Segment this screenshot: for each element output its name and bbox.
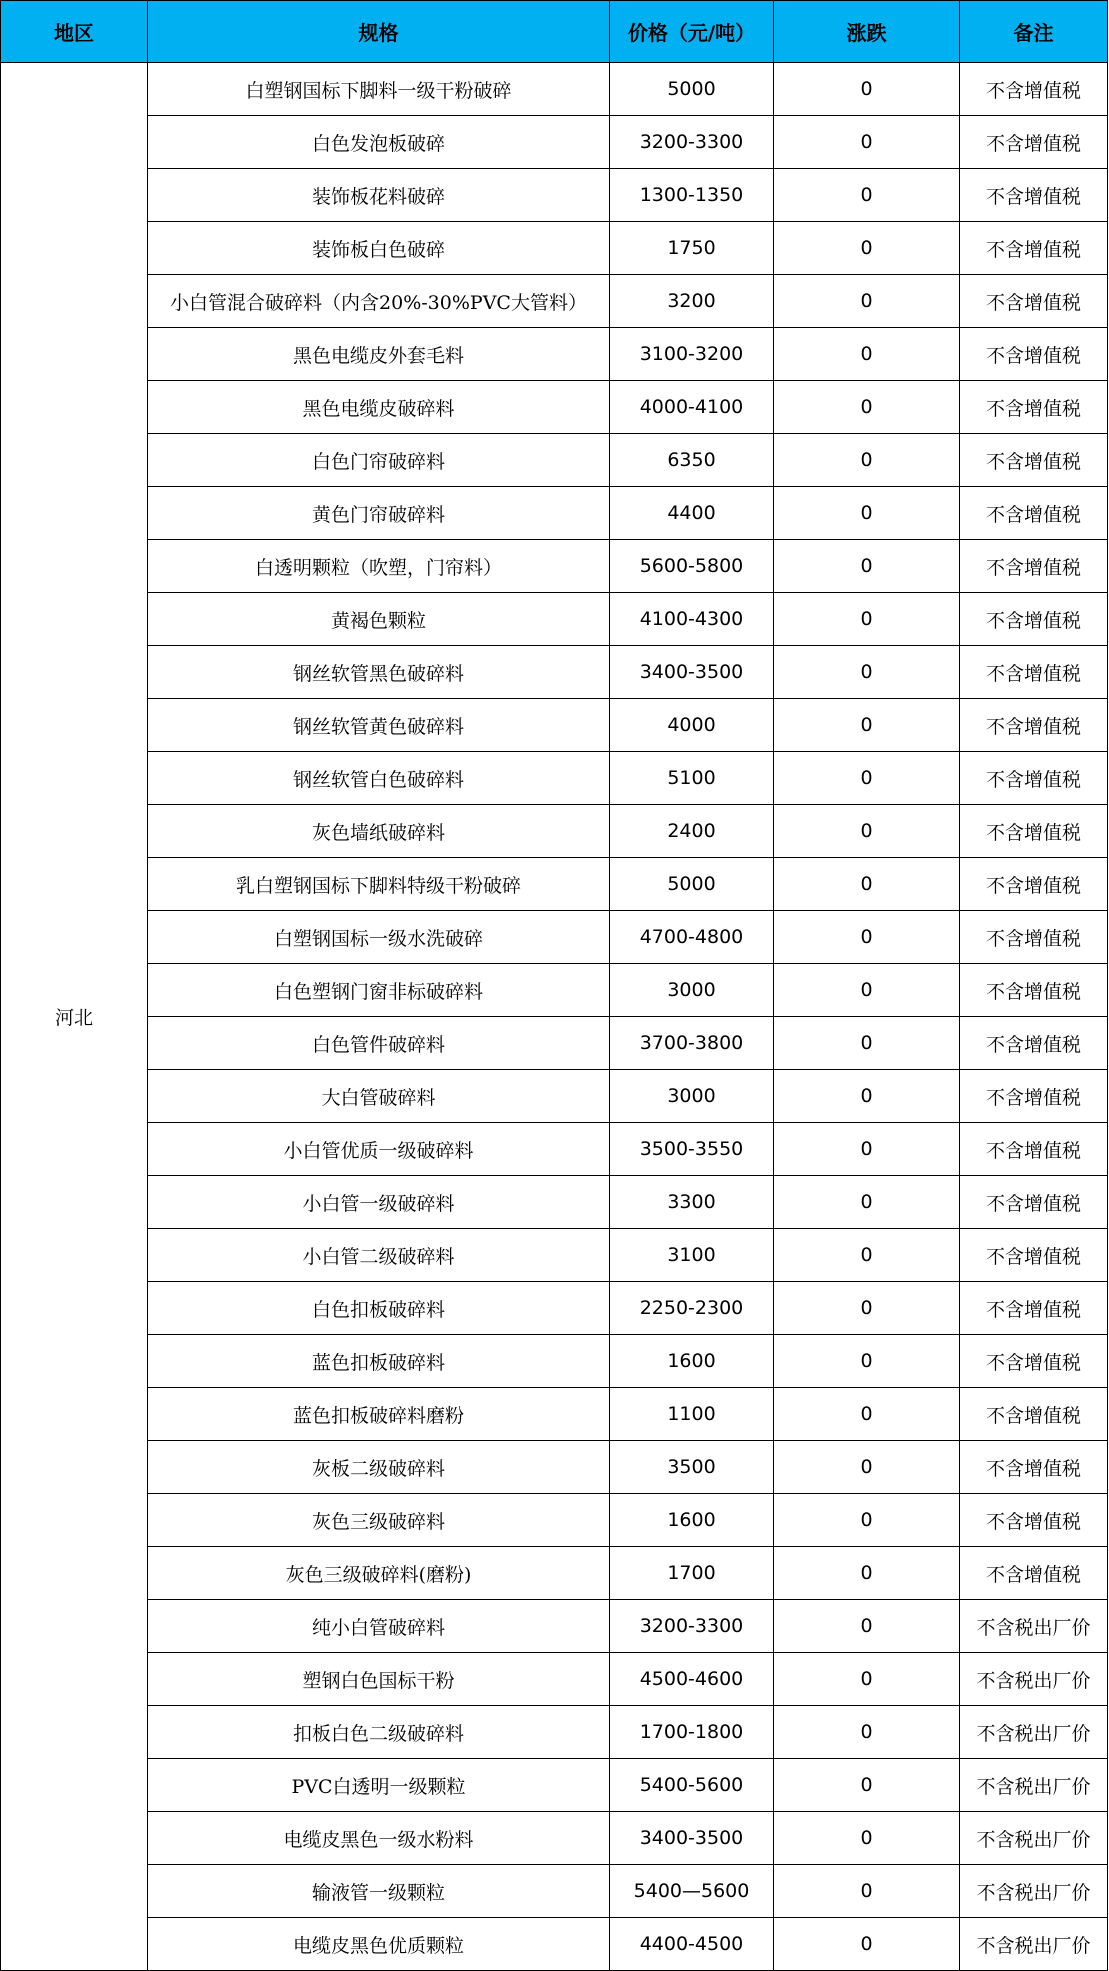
- spec-cell: 输液管一级颗粒: [148, 1865, 610, 1918]
- table-row: [1, 487, 1108, 540]
- price-cell: 3700-3800: [610, 1017, 774, 1070]
- table-row: [1, 1812, 1108, 1865]
- table-row: [1, 699, 1108, 752]
- price-cell: 4500-4600: [610, 1653, 774, 1706]
- note-cell: 不含增值税: [960, 1388, 1108, 1441]
- price-cell: 3100-3200: [610, 328, 774, 381]
- note-cell: 不含增值税: [960, 858, 1108, 911]
- spec-cell: 装饰板白色破碎: [148, 222, 610, 275]
- table-row: [1, 1123, 1108, 1176]
- note-cell: 不含税出厂价: [960, 1918, 1108, 1971]
- change-cell: 0: [774, 116, 960, 169]
- table-row: [1, 1017, 1108, 1070]
- spec-cell: 钢丝软管白色破碎料: [148, 752, 610, 805]
- change-cell: 0: [774, 752, 960, 805]
- region-cell: 河北: [1, 63, 148, 1971]
- price-cell: 4100-4300: [610, 593, 774, 646]
- table-row: [1, 858, 1108, 911]
- price-cell: 5600-5800: [610, 540, 774, 593]
- change-cell: 0: [774, 593, 960, 646]
- change-cell: 0: [774, 1229, 960, 1282]
- price-cell: 6350: [610, 434, 774, 487]
- spec-cell: 乳白塑钢国标下脚料特级干粉破碎: [148, 858, 610, 911]
- table-row: [1, 964, 1108, 1017]
- note-cell: 不含增值税: [960, 381, 1108, 434]
- note-cell: 不含税出厂价: [960, 1812, 1108, 1865]
- header-row: [1, 1, 1108, 63]
- note-cell: 不含增值税: [960, 540, 1108, 593]
- spec-cell: 灰色墙纸破碎料: [148, 805, 610, 858]
- change-cell: 0: [774, 1547, 960, 1600]
- spec-cell: 塑钢白色国标干粉: [148, 1653, 610, 1706]
- table-row: [1, 1229, 1108, 1282]
- change-cell: 0: [774, 858, 960, 911]
- price-cell: 4000: [610, 699, 774, 752]
- spec-cell: 小白管一级破碎料: [148, 1176, 610, 1229]
- change-cell: 0: [774, 540, 960, 593]
- note-cell: 不含增值税: [960, 1229, 1108, 1282]
- price-cell: 5400—5600: [610, 1865, 774, 1918]
- price-cell: 4400: [610, 487, 774, 540]
- change-cell: 0: [774, 275, 960, 328]
- table-row: [1, 169, 1108, 222]
- note-cell: 不含增值税: [960, 1017, 1108, 1070]
- spec-cell: 白色门帘破碎料: [148, 434, 610, 487]
- change-cell: 0: [774, 1123, 960, 1176]
- table-row: [1, 1335, 1108, 1388]
- note-cell: 不含增值税: [960, 222, 1108, 275]
- change-cell: 0: [774, 1918, 960, 1971]
- spec-cell: 白色发泡板破碎: [148, 116, 610, 169]
- price-cell: 3200: [610, 275, 774, 328]
- table-row: [1, 752, 1108, 805]
- price-cell: 3000: [610, 1070, 774, 1123]
- table-row: [1, 1282, 1108, 1335]
- table-body: [1, 63, 1108, 1971]
- table-row: [1, 911, 1108, 964]
- change-cell: 0: [774, 1335, 960, 1388]
- spec-cell: 灰色三级破碎料(磨粉): [148, 1547, 610, 1600]
- change-cell: 0: [774, 1653, 960, 1706]
- spec-cell: 白色塑钢门窗非标破碎料: [148, 964, 610, 1017]
- note-cell: 不含税出厂价: [960, 1865, 1108, 1918]
- table-row: [1, 805, 1108, 858]
- note-cell: 不含增值税: [960, 1282, 1108, 1335]
- price-cell: 5100: [610, 752, 774, 805]
- header-note: 备注: [960, 1, 1108, 63]
- table-row: [1, 1547, 1108, 1600]
- price-cell: 5400-5600: [610, 1759, 774, 1812]
- change-cell: 0: [774, 805, 960, 858]
- price-cell: 3500-3550: [610, 1123, 774, 1176]
- change-cell: 0: [774, 1282, 960, 1335]
- price-cell: 3200-3300: [610, 116, 774, 169]
- note-cell: 不含增值税: [960, 1494, 1108, 1547]
- price-cell: 3500: [610, 1441, 774, 1494]
- change-cell: 0: [774, 1759, 960, 1812]
- price-cell: 3000: [610, 964, 774, 1017]
- note-cell: 不含增值税: [960, 593, 1108, 646]
- table-row: [1, 1441, 1108, 1494]
- table-row: [1, 646, 1108, 699]
- header-spec: 规格: [148, 1, 610, 63]
- price-cell: 1700: [610, 1547, 774, 1600]
- header-change: 涨跌: [774, 1, 960, 63]
- note-cell: 不含增值税: [960, 805, 1108, 858]
- note-cell: 不含增值税: [960, 1176, 1108, 1229]
- spec-cell: 蓝色扣板破碎料磨粉: [148, 1388, 610, 1441]
- change-cell: 0: [774, 911, 960, 964]
- spec-cell: 扣板白色二级破碎料: [148, 1706, 610, 1759]
- table-row: [1, 116, 1108, 169]
- change-cell: 0: [774, 328, 960, 381]
- note-cell: 不含增值税: [960, 1441, 1108, 1494]
- spec-cell: 小白管二级破碎料: [148, 1229, 610, 1282]
- price-cell: 4700-4800: [610, 911, 774, 964]
- change-cell: 0: [774, 1812, 960, 1865]
- header-price: 价格（元/吨）: [610, 1, 774, 63]
- price-cell: 4400-4500: [610, 1918, 774, 1971]
- change-cell: 0: [774, 1176, 960, 1229]
- table-row: [1, 275, 1108, 328]
- change-cell: 0: [774, 381, 960, 434]
- spec-cell: PVC白透明一级颗粒: [148, 1759, 610, 1812]
- change-cell: 0: [774, 1865, 960, 1918]
- note-cell: 不含增值税: [960, 1070, 1108, 1123]
- spec-cell: 白塑钢国标一级水洗破碎: [148, 911, 610, 964]
- price-cell: 3400-3500: [610, 646, 774, 699]
- note-cell: 不含增值税: [960, 699, 1108, 752]
- note-cell: 不含增值税: [960, 328, 1108, 381]
- price-cell: 1750: [610, 222, 774, 275]
- note-cell: 不含税出厂价: [960, 1600, 1108, 1653]
- price-cell: 3100: [610, 1229, 774, 1282]
- spec-cell: 电缆皮黑色一级水粉料: [148, 1812, 610, 1865]
- price-cell: 3200-3300: [610, 1600, 774, 1653]
- change-cell: 0: [774, 1441, 960, 1494]
- table-row: [1, 434, 1108, 487]
- change-cell: 0: [774, 222, 960, 275]
- price-cell: 2400: [610, 805, 774, 858]
- header-region: 地区: [1, 1, 148, 63]
- price-cell: 1600: [610, 1494, 774, 1547]
- spec-cell: 钢丝软管黑色破碎料: [148, 646, 610, 699]
- spec-cell: 小白管混合破碎料（内含20%-30%PVC大管料）: [148, 275, 610, 328]
- change-cell: 0: [774, 1494, 960, 1547]
- spec-cell: 白色扣板破碎料: [148, 1282, 610, 1335]
- spec-cell: 黑色电缆皮外套毛料: [148, 328, 610, 381]
- price-cell: 1700-1800: [610, 1706, 774, 1759]
- table-row: [1, 1600, 1108, 1653]
- change-cell: 0: [774, 1388, 960, 1441]
- table-row: [1, 1176, 1108, 1229]
- spec-cell: 大白管破碎料: [148, 1070, 610, 1123]
- spec-cell: 黑色电缆皮破碎料: [148, 381, 610, 434]
- spec-cell: 小白管优质一级破碎料: [148, 1123, 610, 1176]
- spec-cell: 黄色门帘破碎料: [148, 487, 610, 540]
- table-row: [1, 1759, 1108, 1812]
- spec-cell: 灰色三级破碎料: [148, 1494, 610, 1547]
- change-cell: 0: [774, 1600, 960, 1653]
- change-cell: 0: [774, 964, 960, 1017]
- spec-cell: 黄褐色颗粒: [148, 593, 610, 646]
- note-cell: 不含增值税: [960, 275, 1108, 328]
- price-cell: 1100: [610, 1388, 774, 1441]
- table-row: [1, 593, 1108, 646]
- note-cell: 不含增值税: [960, 63, 1108, 116]
- note-cell: 不含增值税: [960, 911, 1108, 964]
- table-row: [1, 1706, 1108, 1759]
- note-cell: 不含增值税: [960, 1123, 1108, 1176]
- table-row: [1, 381, 1108, 434]
- note-cell: 不含增值税: [960, 169, 1108, 222]
- table-row: [1, 540, 1108, 593]
- change-cell: 0: [774, 1070, 960, 1123]
- table-row: [1, 1865, 1108, 1918]
- note-cell: 不含税出厂价: [960, 1653, 1108, 1706]
- change-cell: 0: [774, 63, 960, 116]
- spec-cell: 白色管件破碎料: [148, 1017, 610, 1070]
- spec-cell: 装饰板花料破碎: [148, 169, 610, 222]
- spec-cell: 灰板二级破碎料: [148, 1441, 610, 1494]
- note-cell: 不含增值税: [960, 434, 1108, 487]
- change-cell: 0: [774, 487, 960, 540]
- note-cell: 不含税出厂价: [960, 1759, 1108, 1812]
- note-cell: 不含增值税: [960, 1547, 1108, 1600]
- price-cell: 1600: [610, 1335, 774, 1388]
- price-cell: 2250-2300: [610, 1282, 774, 1335]
- table-row: [1, 222, 1108, 275]
- note-cell: 不含增值税: [960, 964, 1108, 1017]
- note-cell: 不含增值税: [960, 487, 1108, 540]
- price-cell: 1300-1350: [610, 169, 774, 222]
- spec-cell: 白塑钢国标下脚料一级干粉破碎: [148, 63, 610, 116]
- note-cell: 不含增值税: [960, 646, 1108, 699]
- note-cell: 不含增值税: [960, 1335, 1108, 1388]
- spec-cell: 纯小白管破碎料: [148, 1600, 610, 1653]
- table-row: [1, 63, 1108, 116]
- change-cell: 0: [774, 434, 960, 487]
- spec-cell: 电缆皮黑色优质颗粒: [148, 1918, 610, 1971]
- table-row: [1, 1494, 1108, 1547]
- table-row: [1, 328, 1108, 381]
- table-row: [1, 1653, 1108, 1706]
- note-cell: 不含增值税: [960, 752, 1108, 805]
- change-cell: 0: [774, 646, 960, 699]
- change-cell: 0: [774, 169, 960, 222]
- price-cell: 3300: [610, 1176, 774, 1229]
- change-cell: 0: [774, 1017, 960, 1070]
- price-cell: 5000: [610, 858, 774, 911]
- table-row: [1, 1918, 1108, 1971]
- price-cell: 5000: [610, 63, 774, 116]
- table-row: [1, 1070, 1108, 1123]
- note-cell: 不含增值税: [960, 116, 1108, 169]
- price-cell: 4000-4100: [610, 381, 774, 434]
- change-cell: 0: [774, 699, 960, 752]
- change-cell: 0: [774, 1706, 960, 1759]
- note-cell: 不含税出厂价: [960, 1706, 1108, 1759]
- table-row: [1, 1388, 1108, 1441]
- spec-cell: 白透明颗粒（吹塑，门帘料）: [148, 540, 610, 593]
- price-cell: 3400-3500: [610, 1812, 774, 1865]
- spec-cell: 钢丝软管黄色破碎料: [148, 699, 610, 752]
- spec-cell: 蓝色扣板破碎料: [148, 1335, 610, 1388]
